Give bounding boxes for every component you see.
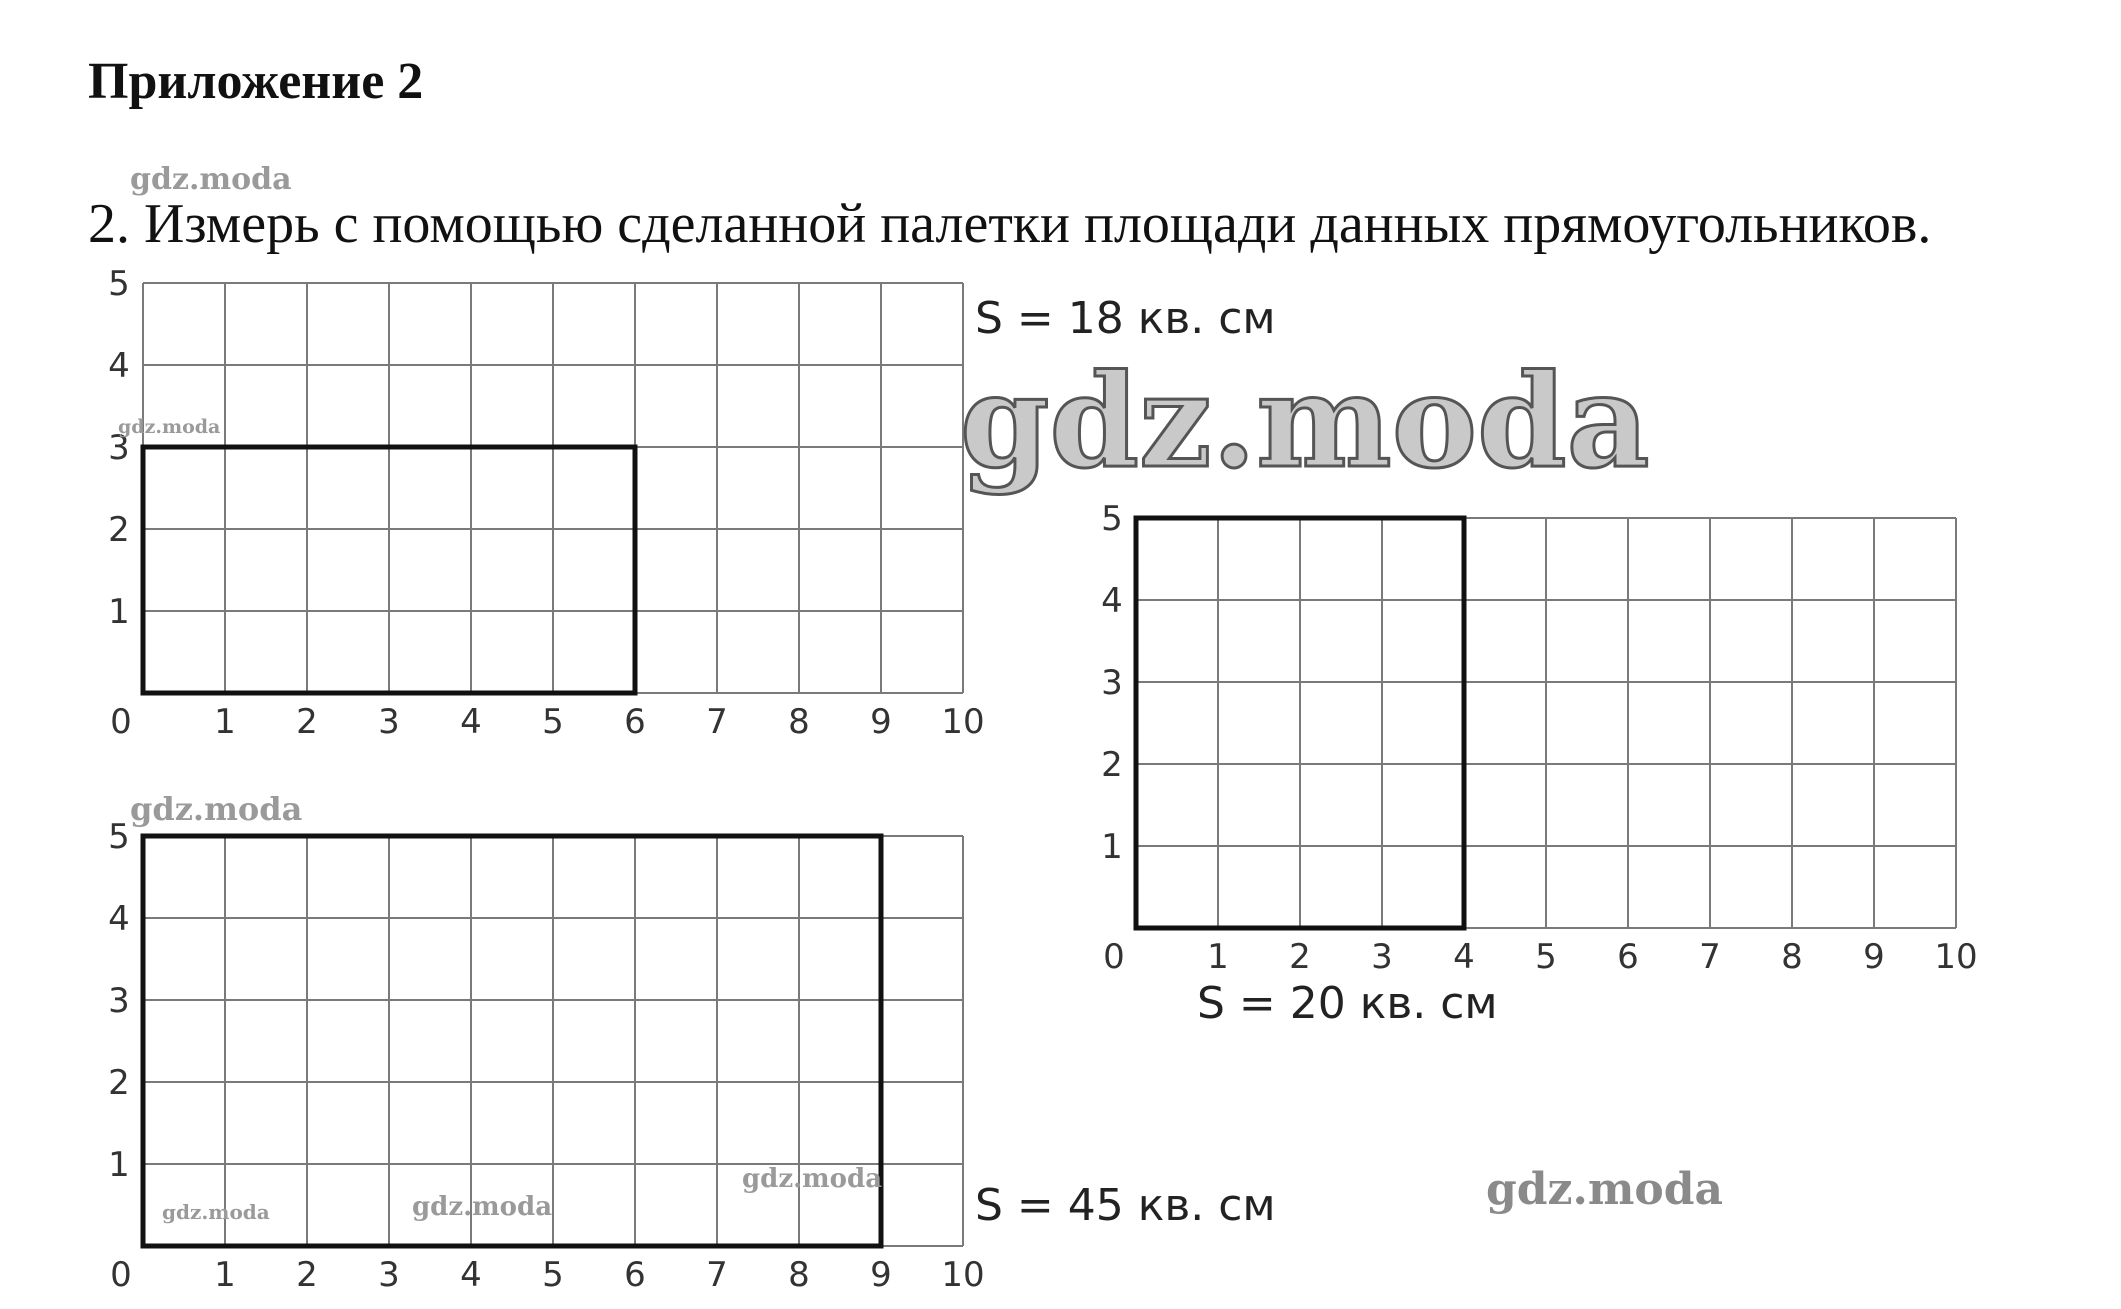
x-tick-label: 7 <box>1699 937 1721 977</box>
y-tick-label: 3 <box>108 981 130 1021</box>
x-tick-label: 6 <box>1617 937 1639 977</box>
y-tick-label: 5 <box>108 817 130 857</box>
x-tick-label: 8 <box>788 702 810 742</box>
watermark-medium: gdz.moda <box>1486 1164 1724 1215</box>
x-tick-label: 4 <box>460 1255 482 1295</box>
y-tick-label: 1 <box>1101 827 1123 867</box>
page-heading: Приложение 2 <box>88 53 424 110</box>
grid-2 <box>1101 499 1977 977</box>
y-tick-label: 2 <box>108 510 130 550</box>
watermark-tiny: gdz.moda <box>162 1200 270 1224</box>
y-tick-label: 1 <box>108 592 130 632</box>
grid-1 <box>108 264 984 742</box>
x-tick-label: 8 <box>1781 937 1803 977</box>
x-tick-label: 5 <box>542 702 564 742</box>
x-tick-label: 10 <box>941 1255 985 1295</box>
x-tick-label: 3 <box>378 1255 400 1295</box>
y-tick-label: 3 <box>1101 663 1123 703</box>
watermark-large: gdz.moda <box>960 347 1650 497</box>
x-tick-label: 6 <box>624 1255 646 1295</box>
x-tick-label: 4 <box>1453 937 1475 977</box>
x-tick-label: 9 <box>870 702 892 742</box>
watermark-small: gdz.moda <box>130 790 303 828</box>
x-tick-label: 0 <box>110 702 132 742</box>
y-tick-label: 4 <box>108 346 130 386</box>
x-tick-label: 0 <box>1103 937 1125 977</box>
watermark-small: gdz.moda <box>412 1192 553 1222</box>
area-label-3: S = 45 кв. см <box>975 1180 1276 1231</box>
y-tick-label: 5 <box>108 264 130 304</box>
watermark-small: gdz.moda <box>742 1164 883 1194</box>
x-tick-label: 1 <box>214 702 236 742</box>
x-tick-label: 1 <box>1207 937 1229 977</box>
area-label-2: S = 20 кв. см <box>1197 978 1498 1029</box>
x-tick-label: 2 <box>296 1255 318 1295</box>
x-tick-label: 5 <box>542 1255 564 1295</box>
y-tick-label: 3 <box>108 428 130 468</box>
y-tick-label: 2 <box>1101 745 1123 785</box>
x-tick-label: 2 <box>296 702 318 742</box>
x-tick-label: 5 <box>1535 937 1557 977</box>
x-tick-label: 8 <box>788 1255 810 1295</box>
x-tick-label: 2 <box>1289 937 1311 977</box>
y-tick-label: 1 <box>108 1145 130 1185</box>
x-tick-label: 7 <box>706 702 728 742</box>
y-tick-label: 5 <box>1101 499 1123 539</box>
x-tick-label: 4 <box>460 702 482 742</box>
y-tick-label: 4 <box>1101 581 1123 621</box>
watermark-small: gdz.moda <box>130 162 292 197</box>
x-tick-label: 6 <box>624 702 646 742</box>
x-tick-label: 10 <box>1934 937 1978 977</box>
x-tick-label: 7 <box>706 1255 728 1295</box>
x-tick-label: 9 <box>1863 937 1885 977</box>
x-tick-label: 0 <box>110 1255 132 1295</box>
x-tick-label: 3 <box>378 702 400 742</box>
x-tick-label: 9 <box>870 1255 892 1295</box>
y-tick-label: 4 <box>108 899 130 939</box>
watermark-tiny: gdz.moda <box>118 416 221 438</box>
area-label-1: S = 18 кв. см <box>975 293 1276 344</box>
task-text: 2. Измерь с помощью сделанной палетки площади данных прямоугольников. <box>88 193 1932 255</box>
x-tick-label: 1 <box>214 1255 236 1295</box>
x-tick-label: 10 <box>941 702 985 742</box>
y-tick-label: 2 <box>108 1063 130 1103</box>
x-tick-label: 3 <box>1371 937 1393 977</box>
